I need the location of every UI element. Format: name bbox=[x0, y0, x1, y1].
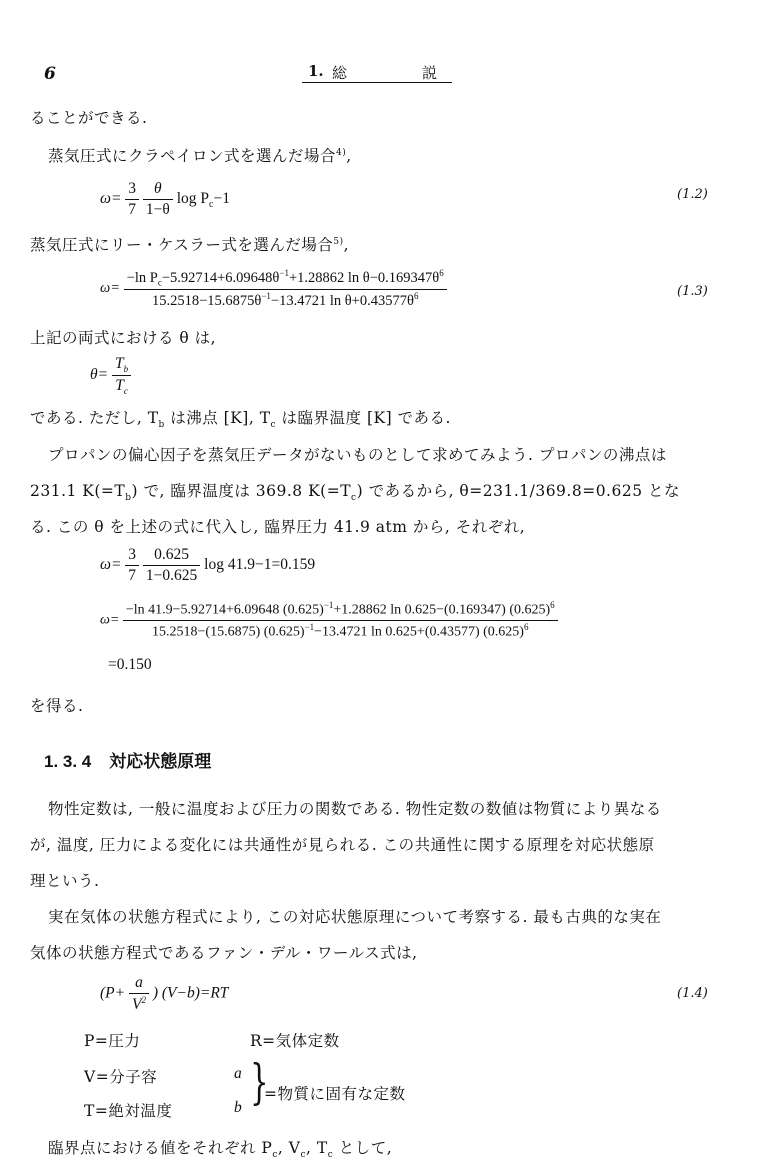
paragraph-3-line-2: 気体の状態方程式であるファン・デル・ワールス式は, bbox=[30, 944, 418, 962]
eq13-den-sup2: 6 bbox=[413, 290, 419, 301]
eq13-num-sup2: 6 bbox=[439, 268, 444, 278]
theta-num-t: T bbox=[114, 355, 124, 372]
text-line-2-body: 蒸気圧式にクラペイロン式を選んだ場合 bbox=[48, 147, 337, 165]
running-header bbox=[302, 62, 452, 83]
calc1-frac-0625 bbox=[143, 546, 200, 585]
calc1-num1: 3 bbox=[125, 546, 139, 566]
text-line-3-end: , bbox=[343, 236, 350, 254]
eq14-close: ) bbox=[152, 984, 158, 1002]
calc1-num2: 0.625 bbox=[143, 546, 200, 566]
last-b: , V bbox=[277, 1139, 301, 1157]
calc2-fraction bbox=[123, 600, 558, 640]
eq12-lhs: ω= bbox=[100, 190, 122, 208]
calc2-denominator bbox=[123, 621, 558, 641]
text-line-5-sub-c: c bbox=[270, 420, 277, 431]
equation-label-1-2: (1.2) bbox=[677, 187, 708, 202]
calc2-num-b: +1.28862 ln 0.625−(0.169347) (0.625) bbox=[333, 602, 551, 618]
theta-den bbox=[112, 376, 131, 396]
last-c: , T bbox=[306, 1139, 328, 1157]
eq13-num-sub: c bbox=[157, 277, 162, 288]
text-line-3-body: 蒸気圧式にリー・ケスラー式を選んだ場合 bbox=[30, 236, 334, 254]
last-sub1: c bbox=[272, 1150, 278, 1161]
eq14-den bbox=[129, 994, 149, 1014]
def-a: a bbox=[234, 1065, 242, 1082]
eq12-den1: 7 bbox=[128, 201, 137, 218]
paragraph-1-line-3: る. この θ を上述の式に代入し, 臨界圧力 41.9 atm から, それぞれ, bbox=[30, 518, 526, 536]
equation-1-4 bbox=[100, 974, 228, 1014]
paragraph-2-line-1: 物性定数は, 一般に温度および圧力の関数である. 物性定数の数値は物質により異なる bbox=[48, 800, 662, 818]
eq13-numerator bbox=[124, 268, 447, 290]
eq13-num-sup1: −1 bbox=[279, 268, 289, 278]
def-pressure: P=圧力 bbox=[84, 1032, 141, 1050]
p1l2-sub-b: b bbox=[125, 493, 132, 504]
p1l2-sub-c: c bbox=[351, 493, 357, 504]
eq14-num: a bbox=[129, 974, 149, 994]
eq13-denominator bbox=[124, 290, 447, 310]
eq12-tail-end: −1 bbox=[213, 190, 230, 208]
page-number: 6 bbox=[44, 64, 56, 84]
last-d: として, bbox=[333, 1139, 393, 1157]
eq12-frac-theta bbox=[143, 180, 173, 219]
calc2-den-sup2: 6 bbox=[523, 621, 529, 632]
eq13-lhs: ω= bbox=[100, 280, 121, 297]
text-line-4: 上記の両式における θ は, bbox=[30, 329, 217, 347]
equation-calc-1 bbox=[100, 546, 315, 585]
eq13-den-a: 15.2518−15.6875θ bbox=[151, 292, 262, 309]
eq13-num-a: −ln P bbox=[126, 269, 158, 286]
chapter-title-part2: 説 bbox=[422, 64, 438, 82]
chapter-title-part1: 総 bbox=[332, 64, 348, 82]
calc2-num-a: −ln 41.9−5.92714+6.09648 (0.625) bbox=[125, 602, 324, 618]
eq13-num-c: +1.28862 ln θ−0.169347θ bbox=[288, 269, 440, 286]
def-gas-constant: R=気体定数 bbox=[250, 1032, 340, 1050]
paragraph-3-line-1: 実在気体の状態方程式により, この対応状態原理について考察する. 最も古典的な実在 bbox=[48, 908, 662, 926]
calc2-num-sup1: −1 bbox=[323, 600, 334, 610]
equation-theta bbox=[90, 355, 131, 396]
eq13-num-b: −5.92714+6.09648θ bbox=[161, 269, 280, 286]
paragraph-2-line-3: 理という. bbox=[30, 872, 100, 890]
calc-2-result: =0.150 bbox=[108, 656, 152, 673]
theta-fraction bbox=[112, 355, 131, 396]
calc1-den2: 1−0.625 bbox=[145, 567, 198, 584]
calc2-den-sup1: −1 bbox=[304, 621, 315, 632]
last-sub2: c bbox=[300, 1150, 307, 1161]
text-last-line bbox=[48, 1136, 392, 1160]
p1l2-a: 231.1 K(=T bbox=[30, 482, 126, 500]
last-sub3: c bbox=[327, 1150, 334, 1161]
def-b: b bbox=[234, 1099, 242, 1116]
calc1-tail: log 41.9−1=0.159 bbox=[204, 556, 316, 574]
eq14-den-sup: 2 bbox=[141, 995, 146, 1005]
eq12-den2: 1−θ bbox=[145, 201, 170, 218]
calc2-lhs: ω= bbox=[100, 612, 120, 628]
eq13-den-b: −13.4721 ln θ+0.43577θ bbox=[270, 292, 414, 309]
eq12-num1: 3 bbox=[125, 180, 139, 200]
chapter-number: 1. bbox=[308, 62, 324, 80]
eq14-fraction bbox=[129, 974, 149, 1014]
def-material-constant: =物質に固有な定数 bbox=[264, 1085, 406, 1103]
paragraph-2-line-2: が, 温度, 圧力による変化には共通性が見られる. この共通性に関する原理を対応状態原 bbox=[30, 836, 655, 854]
eq14-open: (P+ bbox=[100, 984, 126, 1002]
section-title: 対応状態原理 bbox=[109, 752, 212, 772]
theta-num bbox=[112, 355, 131, 376]
section-number: 1. 3. 4 bbox=[44, 752, 92, 771]
text-line-3 bbox=[30, 233, 349, 255]
last-a: 臨界点における値をそれぞれ P bbox=[48, 1139, 273, 1157]
equation-1-3 bbox=[100, 268, 447, 310]
calc1-den1: 7 bbox=[128, 567, 137, 584]
equation-label-1-3: (1.3) bbox=[677, 284, 708, 299]
paragraph-1-line-2 bbox=[30, 479, 680, 503]
calc2-numerator bbox=[123, 600, 558, 621]
def-absolute-temperature: T=絶対温度 bbox=[84, 1102, 173, 1120]
theta-den-t: T bbox=[115, 377, 124, 395]
eq13-fraction bbox=[124, 268, 447, 310]
section-heading bbox=[44, 747, 211, 772]
calc2-den-b: −13.4721 ln 0.625+(0.43577) (0.625) bbox=[314, 624, 524, 640]
theta-den-sub: c bbox=[123, 386, 128, 397]
calc2-den-a: 15.2518−(15.6875) (0.625) bbox=[152, 624, 305, 640]
text-get: を得る. bbox=[30, 697, 84, 715]
text-line-5 bbox=[30, 406, 451, 430]
eq12-frac-3-7 bbox=[125, 180, 139, 219]
calc1-lhs: ω= bbox=[100, 556, 122, 574]
equation-calc-2 bbox=[100, 600, 558, 640]
text-line-1: ることができる. bbox=[30, 109, 148, 127]
brace: } bbox=[250, 1054, 269, 1110]
paragraph-1-line-1: プロパンの偏心因子を蒸気圧データがないものとして求めてみよう. プロパンの沸点は bbox=[48, 446, 667, 464]
eq14-rest: (V−b)=RT bbox=[161, 984, 229, 1002]
text-line-5-sub-b: b bbox=[158, 420, 165, 431]
reference-4: 4) bbox=[336, 147, 347, 158]
calc1-frac-3-7 bbox=[125, 546, 139, 585]
text-line-5-c: は臨界温度 [K] である. bbox=[276, 409, 451, 427]
equation-label-1-4: (1.4) bbox=[677, 986, 708, 1001]
p1l2-c: ) であるから, θ=231.1/369.8=0.625 とな bbox=[356, 482, 680, 500]
text-line-2-end: , bbox=[346, 147, 352, 165]
reference-5: 5) bbox=[333, 236, 344, 247]
text-line-5-a: である. ただし, T bbox=[30, 409, 159, 427]
p1l2-b: ) で, 臨界温度は 369.8 K(=T bbox=[131, 482, 352, 500]
eq12-tail-sub: c bbox=[209, 199, 214, 211]
theta-num-sub: b bbox=[123, 364, 129, 375]
def-molar-volume: V=分子容 bbox=[84, 1068, 158, 1086]
equation-1-2 bbox=[100, 180, 230, 219]
theta-lhs: θ= bbox=[90, 366, 109, 384]
text-line-5-b: は沸点 [K], T bbox=[164, 409, 271, 427]
eq13-den-sup1: −1 bbox=[261, 290, 271, 301]
eq14-den-v: V bbox=[131, 996, 142, 1014]
eq12-num2: θ bbox=[143, 180, 173, 200]
text-line-2 bbox=[48, 144, 352, 166]
calc2-num-sup2: 6 bbox=[550, 600, 555, 610]
eq12-tail: log P bbox=[176, 190, 210, 208]
